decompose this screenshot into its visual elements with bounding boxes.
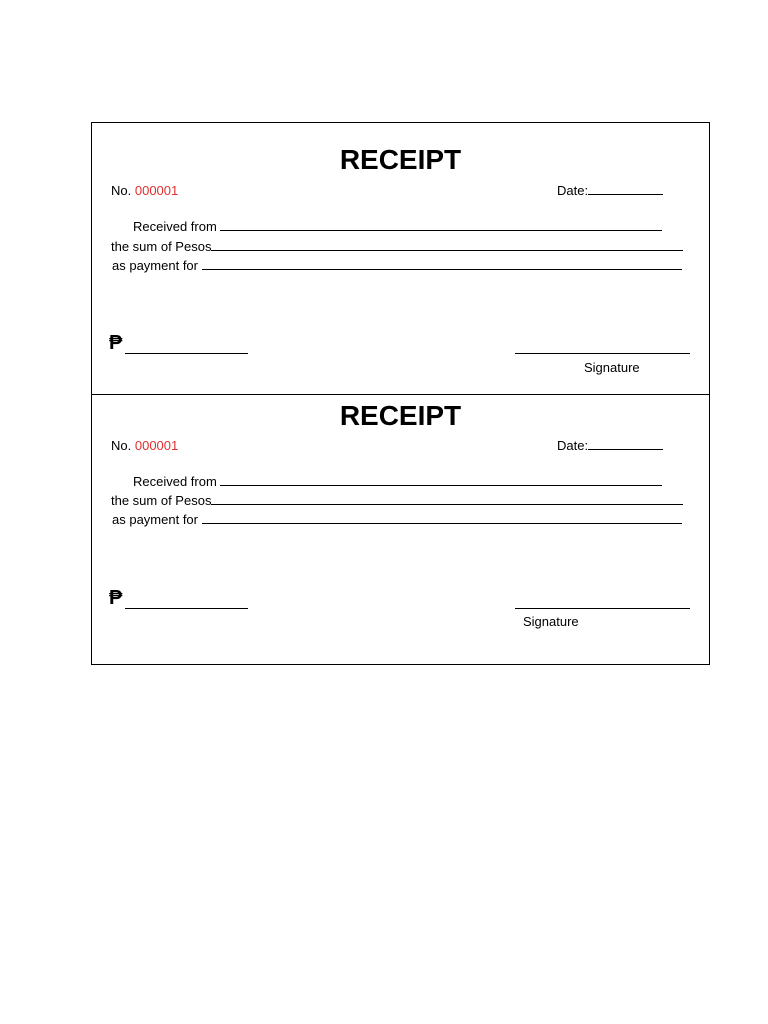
date-label: Date: — [557, 438, 589, 453]
peso-icon: ₱ — [109, 587, 123, 609]
signature-label: Signature — [523, 614, 579, 629]
peso-icon: ₱ — [109, 332, 123, 354]
received-from-line[interactable] — [220, 219, 662, 231]
payment-label: as payment for — [112, 258, 198, 273]
received-from-label: Received from — [133, 219, 217, 234]
date-label: Date: — [557, 183, 589, 198]
date-line[interactable] — [588, 438, 663, 450]
sum-label: the sum of Pesos — [111, 493, 212, 508]
date-line[interactable] — [588, 183, 663, 195]
sum-field[interactable] — [111, 493, 683, 509]
signature-label: Signature — [584, 360, 640, 375]
date-field[interactable] — [557, 183, 663, 199]
received-from-field[interactable] — [133, 219, 662, 235]
payment-label: as payment for — [112, 512, 198, 527]
receipt-number — [111, 183, 178, 199]
receipt-title: RECEIPT — [339, 144, 462, 175]
signature-line[interactable] — [515, 353, 690, 354]
sum-line[interactable] — [211, 239, 683, 251]
payment-field[interactable] — [112, 258, 682, 274]
receipt-number-value: 000001 — [134, 438, 179, 453]
received-from-field[interactable] — [133, 474, 662, 490]
receipt-number — [111, 438, 178, 454]
payment-line[interactable] — [202, 512, 682, 524]
sum-field[interactable] — [111, 239, 683, 255]
receipt-number-value: 000001 — [134, 183, 179, 198]
payment-line[interactable] — [202, 258, 682, 270]
amount-line[interactable] — [125, 353, 248, 354]
receipt-number-label: No. — [111, 438, 132, 453]
receipt-number-label: No. — [111, 183, 132, 198]
date-field[interactable] — [557, 438, 663, 454]
receipt-1 — [91, 122, 710, 394]
sum-line[interactable] — [211, 493, 683, 505]
signature-line[interactable] — [515, 608, 690, 609]
receipt-2 — [91, 394, 710, 666]
sum-label: the sum of Pesos — [111, 239, 212, 254]
received-from-line[interactable] — [220, 474, 662, 486]
received-from-label: Received from — [133, 474, 217, 489]
amount-line[interactable] — [125, 608, 248, 609]
receipt-title: RECEIPT — [339, 400, 462, 431]
payment-field[interactable] — [112, 512, 682, 528]
